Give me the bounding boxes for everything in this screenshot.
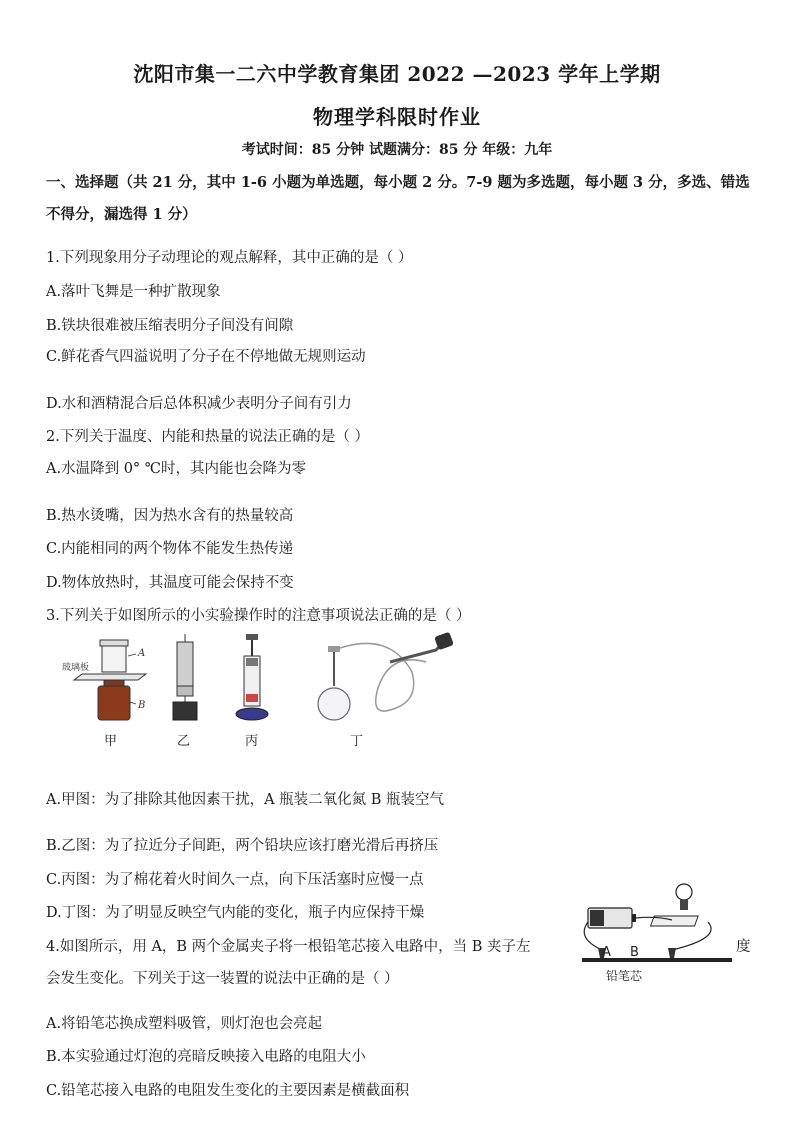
fig-ding-flask-pump [318,632,454,720]
q1-option-a: A.落叶飞舞是一种扩散现象 [46,284,221,300]
q2-option-c: C.内能相同的两个物体不能发生热传递 [46,541,294,557]
q2-option-a: A.水温降到 0° ℃时，其内能也会降为零 [46,461,306,477]
q1-option-d: D.水和酒精混合后总体积减少表明分子间有引力 [46,396,352,412]
fig-label-b: B [138,700,146,711]
q3-option-d: D.丁图：为了明显反映空气内能的变化，瓶子内应保持干燥 [46,905,425,921]
section-heading: 一、选择题（共 21 分，其中 1-6 小题为单选题，每小题 2 分。7-9 题为多选题，每小题 3 分，多选、错选不得分，漏选得 1 分） [46,174,750,223]
q4-circuit-drawing [572,878,752,988]
fig-yi-lead-blocks [173,634,197,720]
q3-option-c: C.丙图：为了棉花着火时间久一点，向下压活塞时应慢一点 [46,872,424,888]
q4-stem-tail: 度 [736,939,751,955]
fig-caption-ding: 丁 [350,734,364,749]
q4-stem-line2: 会发生变化。下列关于这一装置的说法中正确的是（ ） [46,971,399,987]
q1-stem: 1.下列现象用分子动理论的观点解释，其中正确的是（ ） [46,250,413,266]
clip-label-a: A [602,945,611,960]
bulb-icon [676,884,692,900]
q2-option-b: B.热水烫嘴，因为热水含有的热量较高 [46,508,294,524]
q4-option-c: C.铅笔芯接入电路的电阻发生变化的主要因素是横截面积 [46,1083,410,1099]
q4-circuit-figure [572,878,752,988]
q1-option-b: B.铁块很难被压缩表明分子间没有间隙 [46,318,294,334]
exam-subtitle: 物理学科限时作业 [313,105,481,129]
fig-caption-jia: 甲 [104,734,118,749]
q3-option-b: B.乙图：为了拉近分子间距，两个铅块应该打磨光滑后再挤压 [46,838,439,854]
q4-stem: 4.如图所示，用 A，B 两个金属夹子将一根铅笔芯接入电路中，当 B 夹子左 [46,939,531,955]
fig-caption-bing: 丙 [245,734,259,749]
fig-bing-compression-tube [236,634,268,720]
q3-option-a: A.甲图：为了排除其他因素干扰，A 瓶装二氧化氮 B 瓶装空气 [46,792,445,808]
q4-option-b: B.本实验通过灯泡的亮暗反映接入电路的电阻大小 [46,1049,366,1065]
clip-label-b: B [630,945,639,960]
exam-meta: 考试时间：85 分钟 试题满分：85 分 年级：九年 [241,142,553,158]
fig-label-glass: 玻璃板 [62,663,90,673]
fig-label-a: A [138,648,146,659]
q3-figures [60,632,460,752]
q4-option-a: A.将铅笔芯换成塑料吸管，则灯泡也会亮起 [46,1016,323,1032]
q2-option-d: D.物体放热时，其温度可能会保持不变 [46,575,294,591]
fig-caption-yi: 乙 [177,734,191,749]
pencil-lead-caption: 铅笔芯 [606,969,643,983]
q3-stem: 3.下列关于如图所示的小实验操作时的注意事项说法正确的是（ ） [46,608,471,624]
q2-stem: 2.下列关于温度、内能和热量的说法正确的是（ ） [46,429,369,445]
q1-option-c: C.鲜花香气四溢说明了分子在不停地做无规则运动 [46,349,366,365]
exam-title: 沈阳市集一二六中学教育集团 2022 —2023 学年上学期 [133,62,661,86]
fig-jia-bottles [74,640,146,720]
q3-figures-drawing [60,632,460,728]
